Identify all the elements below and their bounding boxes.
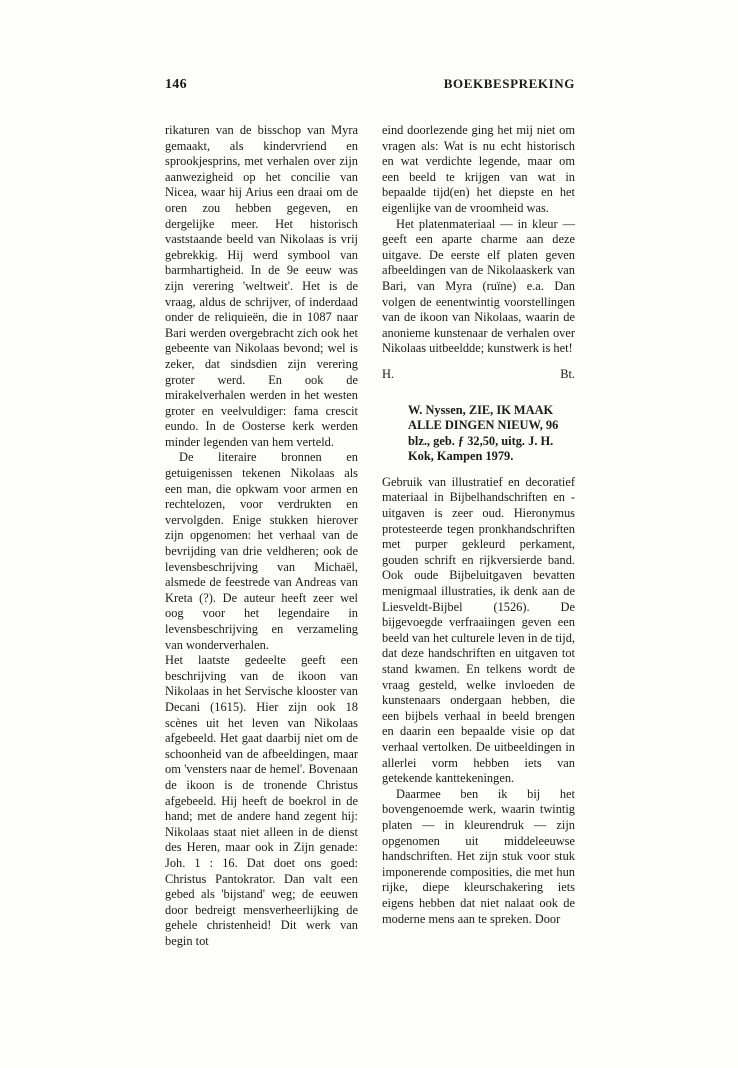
signature-left: H. xyxy=(382,366,395,381)
book-reference: W. Nyssen, ZIE, IK MAAK ALLE DINGEN NIEUW, 96 blz., geb. ƒ 32,50, uitg. J. H. Kok, Kampen 1979. xyxy=(408,402,559,464)
review-signature xyxy=(382,367,575,383)
right-column xyxy=(382,123,575,949)
paragraph: rikaturen van de bisschop van Myra gemaakt, als kindervriend en sprookjesprins, met verhalen over zijn aanwezigheid op het concilie van Nicea, waar hij Arius een draai om de oren zou hebben gegeven, en dergelijke meer. Het historisch vaststaande beeld van Nikolaas is vrij gebrekkig. Hij werd symbool van barmhartigheid. In de 9e eeuw was zijn verering 'weltweit'. Het is de vraag, aldus de schrijver, of inderdaad onder de reliquieën, die in 1087 naar Bari werden overgebracht zich ook het gebeente van Nikolaas bevond; wel is zeker, dat sindsdien zijn verering groter werd. En ook de mirakelverhalen werden in het westen groter en veelvuldiger: fama crescit eundo. In de Oosterse kerk werden minder legenden van hem verteld. xyxy=(165,123,358,449)
page-header xyxy=(165,76,575,93)
page-number: 146 xyxy=(165,77,187,92)
paragraph: De literaire bronnen en getuigenissen tekenen Nikolaas als een man, die opkwam voor armen en rechtelozen, voor verdrukten en vervolgden. Enige stukken hierover zijn opgenomen: het verhaal van de bevrijding van drie veldheren; ook de levensbeschrijving van Michaël, alsmede de feestrede van Andreas van Kreta (?). De auteur heeft zeer wel oog voor het legendaire in levensbeschrijving en verzameling van wonderverhalen. xyxy=(165,450,358,652)
paragraph: eind doorlezende ging het mij niet om vragen als: Wat is nu echt historisch en wat verdichte legende, maar om een beeld te krijgen van wat in bepaalde tijd(en) het diepste en het eigenlijke van de vroomheid was. xyxy=(382,123,575,215)
paragraph: Daarmee ben ik bij het bovengenoemde werk, waarin twintig platen — in kleurendruk — zijn opgenomen uit middeleeuwse handschriften. Het zijn stuk voor stuk imponerende composities, die met hun rijke, diepe kleurschakering iets eigens hebben dat niet nalaat ook de moderne mens aan te spreken. Door xyxy=(382,786,575,926)
signature-right: Bt. xyxy=(560,366,575,381)
paragraph: Het laatste gedeelte geeft een beschrijving van de ikoon van Nikolaas in het Servische klooster van Decani (1615). Hier zijn ook 18 scènes uit het leven van Nikolaas afgebeeld. Het gaat daarbij niet om de schoonheid van de afbeeldingen, maar om 'vensters naar de hemel'. Bovenaan de ikoon is de tronende Christus afgebeeld. Hij heeft de boekrol in de hand; met de andere hand zegent hij: Nikolaas staat niet alleen in de dienst des Heren, maar ook in Zijn genade: Joh. 1 : 16. Dat doet ons goed: Christus Pantokrator. Dan valt een gebed als 'bijstand' weg; de eeuwen door bedreigt mensverheerlijking de gehele christenheid! Dit werk van begin tot xyxy=(165,653,358,948)
running-head: BOEKBESPREKING xyxy=(443,76,575,91)
paragraph: Gebruik van illustratief en decoratief materiaal in Bijbelhandschriften en -uitgaven is zeer oud. Hieronymus protesteerde tegen pronkhandschriften met purper gekleurd perkament, gouden schrift en rijkversierde band. Ook oude Bijbeluitgaven bevatten menigmaal illustraties, ik denk aan de Liesveldt-Bijbel (1526). De bijgevoegde verfraaiingen geven een beeld van het culturele leven in de tijd, dat deze handschriften en uitgaven tot stand kwamen. En telkens wordt de vraag gesteld, welke invloeden de kunstenaars ondergaan hebben, die een bijbels verhaal in beeld brengen en daarin een bepaalde visie op dat verhaal vertolken. De uitbeeldingen in allerlei vorm hebben iets van getekende kanttekeningen. xyxy=(382,474,575,786)
paragraph: Het platenmateriaal — in kleur — geeft een aparte charme aan deze uitgave. De eerste elf platen geven afbeeldingen van de Nikolaaskerk van Bari, van Myra (ruïne) e.a. Dan volgen de eenentwintig voorstellingen van de ikoon van Nikolaas, waarin de anonieme kunstenaar de verhalen over Nikolaas uitbeeldde; kunstwerk is het! xyxy=(382,216,575,356)
page-content xyxy=(165,76,575,949)
two-column-body xyxy=(165,123,575,949)
left-column xyxy=(165,123,358,949)
